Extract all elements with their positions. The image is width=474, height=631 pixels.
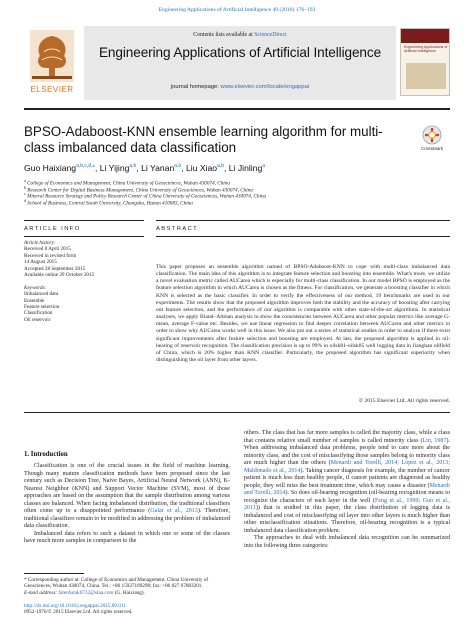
affiliation: $^c$ Mineral Resource Strategy and Policy Research Center of China University of Geosciences, Wuhan 430074, China xyxy=(24,191,267,200)
author-affil-mark: a,b xyxy=(174,163,182,170)
cover-band xyxy=(401,29,449,43)
author-name[interactable]: Li Yijing xyxy=(99,163,130,173)
author-list: Guo Haixiang$^{a,b,c,d,⁎}$, Li Yijing$^{a,b}$, Li Yanan$^{a,b}$, Liu Xiao$^{a,b}$, Li Jinling$^a$ xyxy=(24,163,266,173)
author-name[interactable]: Guo Haixiang xyxy=(24,163,77,173)
article-title: BPSO-Adaboost-KNN ensemble learning algorithm for multi-class imbalanced data classification xyxy=(24,124,383,155)
banner-center xyxy=(84,26,396,100)
crossmark-label: CrossMark xyxy=(420,146,444,151)
intro-right-column xyxy=(244,430,450,550)
author-affil-mark: a,b xyxy=(129,163,137,170)
history-label: Article history: xyxy=(24,240,56,246)
intro-left-column xyxy=(24,463,230,546)
info-rule-mid xyxy=(24,236,144,237)
intro-paragraph: others. The class that has far more samples is called the majority class, while a class that contains relative small number of samples is called minority class (Lin, 1987). When addressing imbalanced data problems, people tend to care more about the minority class, and the cost of misclassifying those samples belong to minority class are much higher than the others (Menardi and Torelli, 2014; López et al., 2013; Maldonado et al., 2014). Taking cancer diagnosis for example, the number of cancer patient is much less than healthy people, if cancer patients are diagnosed as healthy people, they will miss the best treatment time, which may cause a disaster (Menardi and Torelli, 2014). So does oil-bearing recognition (oil-bearing recognition means to recognize the characters of each layer in the well (Feng et al., 1999; Guo et al., 2011)) that is studied in this paper, the class distribution of logging data is imbalanced and cost of misclassifying oil layer into other layers is much higher than other misclassification situations. Therefore, oil-bearing recognition is a typical imbalanced data classification problem. xyxy=(244,430,451,534)
intro-paragraph: Imbalanced data refers to such a dataset in which one or some of the classes have much more samples in comparison to the xyxy=(24,530,230,544)
history-item: Received in revised form xyxy=(24,252,77,259)
header-rule xyxy=(24,108,450,110)
section-heading: 1. Introduction xyxy=(24,451,68,458)
article-info-heading: ARTICLE INFO xyxy=(24,226,81,232)
abstract-rule-top xyxy=(156,220,450,221)
author-name[interactable]: Li Jinling xyxy=(228,163,263,173)
history-item: Received 8 April 2015 xyxy=(24,246,71,253)
footnote-rule xyxy=(24,573,84,574)
keywords-label: Keywords: xyxy=(24,284,47,291)
author-name[interactable]: Liu Xiao xyxy=(186,163,218,173)
elsevier-tree-icon xyxy=(30,30,74,82)
keyword: Imbalanced data xyxy=(24,291,59,298)
journal-banner xyxy=(24,26,450,100)
email-link[interactable]: faterdumk0732@sina.com xyxy=(58,589,114,596)
running-head[interactable]: Engineering Applications of Artificial Intelligence 49 (2016) 176–193 xyxy=(158,7,316,13)
abstract-copyright: © 2015 Elsevier Ltd. All rights reserved. xyxy=(358,398,450,404)
citation-link[interactable]: Menardi and Torelli, 2014 xyxy=(244,482,450,496)
issn-line: 0952-1976/© 2015 Elsevier Ltd. All rights reserved. xyxy=(24,609,133,616)
journal-title[interactable]: Engineering Applications of Artificial Intelligence xyxy=(98,45,382,60)
cover-image xyxy=(406,63,446,89)
homepage-line xyxy=(84,84,396,90)
citation-link[interactable]: Lin, 1987 xyxy=(422,437,447,444)
journal-cover[interactable] xyxy=(400,28,450,96)
history-item: 14 August 2015 xyxy=(24,259,57,266)
citation-link[interactable]: Feng et al., 1999; Guo et al., 2011 xyxy=(244,497,450,511)
info-rule-top xyxy=(24,220,144,221)
homepage-prefix: journal homepage: xyxy=(170,84,219,90)
author-affil-mark: a,b,c,d, xyxy=(76,163,93,170)
sciencedirect-link[interactable]: ScienceDirect xyxy=(254,32,287,38)
citation-link[interactable]: Galar et al., 2013 xyxy=(150,508,198,514)
author-name[interactable]: Li Yanan xyxy=(141,163,175,173)
history-item: Available online 29 October 2015 xyxy=(24,272,95,278)
keyword: Feature selection xyxy=(24,304,60,310)
crossmark-badge[interactable] xyxy=(414,125,450,153)
affiliation: $^a$ College of Economics and Management, China University of Geosciences, Wuhan 430074, China xyxy=(24,178,230,187)
citation-link[interactable]: Menardi and Torelli, 2014; López et al., 2013; Maldonado et al., 2014 xyxy=(244,460,450,474)
contents-line xyxy=(84,32,396,38)
intro-paragraph: Classification is one of the crucial issues in the field of machine learning. Though many mature classification methods have been proposed since the last century such as Decision Tree, Naive Bayes, Artificial Neural Network (ANN), K-Nearest Neighbor (KNN) and Support Vector Machine (SVM), most of those approaches are based on the assumption that the sample distribution among various classes are balanced. When facing imbalanced distribution, the traditional classifiers often come up to a disappointed performance (Galar et al., 2013). Therefore, traditional classifiers remain to be modified in addressing the problem of imbalanced data classification. xyxy=(24,463,230,529)
affiliation: $^b$ Research Center for Digital Business Management, China University of Geosciences, Wuhan 430074, China xyxy=(24,184,253,194)
abstract-heading: ABSTRACT xyxy=(156,226,199,232)
crossmark-icon xyxy=(414,125,450,145)
abstract-rule-mid xyxy=(156,236,450,237)
keyword: Classification xyxy=(24,310,53,317)
contents-prefix: Contents lists available at xyxy=(193,32,253,38)
author-affil-mark: a,b xyxy=(217,163,225,170)
author-affil-mark: a xyxy=(262,163,266,170)
homepage-link[interactable]: www.elsevier.com/locate/engappai xyxy=(220,84,310,90)
abstract-rule-bottom xyxy=(24,412,450,413)
corresponding-mark: ⁎ xyxy=(92,163,95,170)
keyword: Ensemble xyxy=(24,297,45,304)
doi-link[interactable]: http://dx.doi.org/10.1016/j.engappai.2015.09.011 xyxy=(24,603,126,609)
keyword: Oil reservoir xyxy=(24,316,51,323)
publisher-name: ELSEVIER xyxy=(30,85,74,94)
abstract-text: This paper proposes an ensemble algorithm named of BPSO-Adaboost-KNN to cope with multi-class imbalanced data classification. The main idea of this algorithm is to integrate feature selection and boosting into ensemble. What's more, we utilize a novel evaluation metric called AUCarea which is especially for multi-class classification. In our model BPSO is employed as the feature selection algorithm in which AUCarea is chosen as the fitness. For classification, we generate a boosting classifier in which KNN is selected as the basic classifier. In order to verify the effectiveness of our method, 19 benchmarks are used in our experiments. The results show that the proposed algorithm improves both the stability and the accuracy of boosting after carrying out feature selection, and the performance of our algorithm is comparable with other state-of-the-art algorithms. In statistical analyses, we apply Bland–Altman analysis to show the consistencies between AUCarea and other popular metrics like average G-mean, average F-value etc. Besides, we use linear regression to find deeper correlation between AUCarea and other metrics in order to show why AUCarea works well in this issue. We also put out a series of statistical studies in order to analyze if there exist significant improvements after feature selection and boosting are employed. At last, the proposed algorithm is applied in oil-bearing of reservoir recognition. The classification precision is up to 99% in oilsk81-oilsk85 well logging data in Jianghan oilfield of China, which is 20% higher than KNN classifier. Particularly, the proposed algorithm has significant superiority when distinguishing the oil layer from other layers. xyxy=(156,264,450,364)
history-item: Accepted 28 September 2015 xyxy=(24,265,86,272)
corresponding-footnote: * Corresponding author at: College of Economics and Management, China University of Geosciences, Wuhan 430074, China. Tel.: +86 15927189298; fax: +86 027 67883201. E-mail address: faterdumk0732@sina.com (G. Haixiang). xyxy=(24,577,209,596)
intro-paragraph: The approaches to deal with imbalanced data recognition can be summarized into the following three categories: xyxy=(244,535,450,549)
article-footer xyxy=(24,603,230,616)
elsevier-logo[interactable] xyxy=(24,28,80,98)
cover-title: Engineering Applications of Artificial Intelligence xyxy=(404,45,448,54)
affiliation: $^d$ School of Business, Central South University, Changsha, Hunan 410083, China xyxy=(24,197,193,207)
